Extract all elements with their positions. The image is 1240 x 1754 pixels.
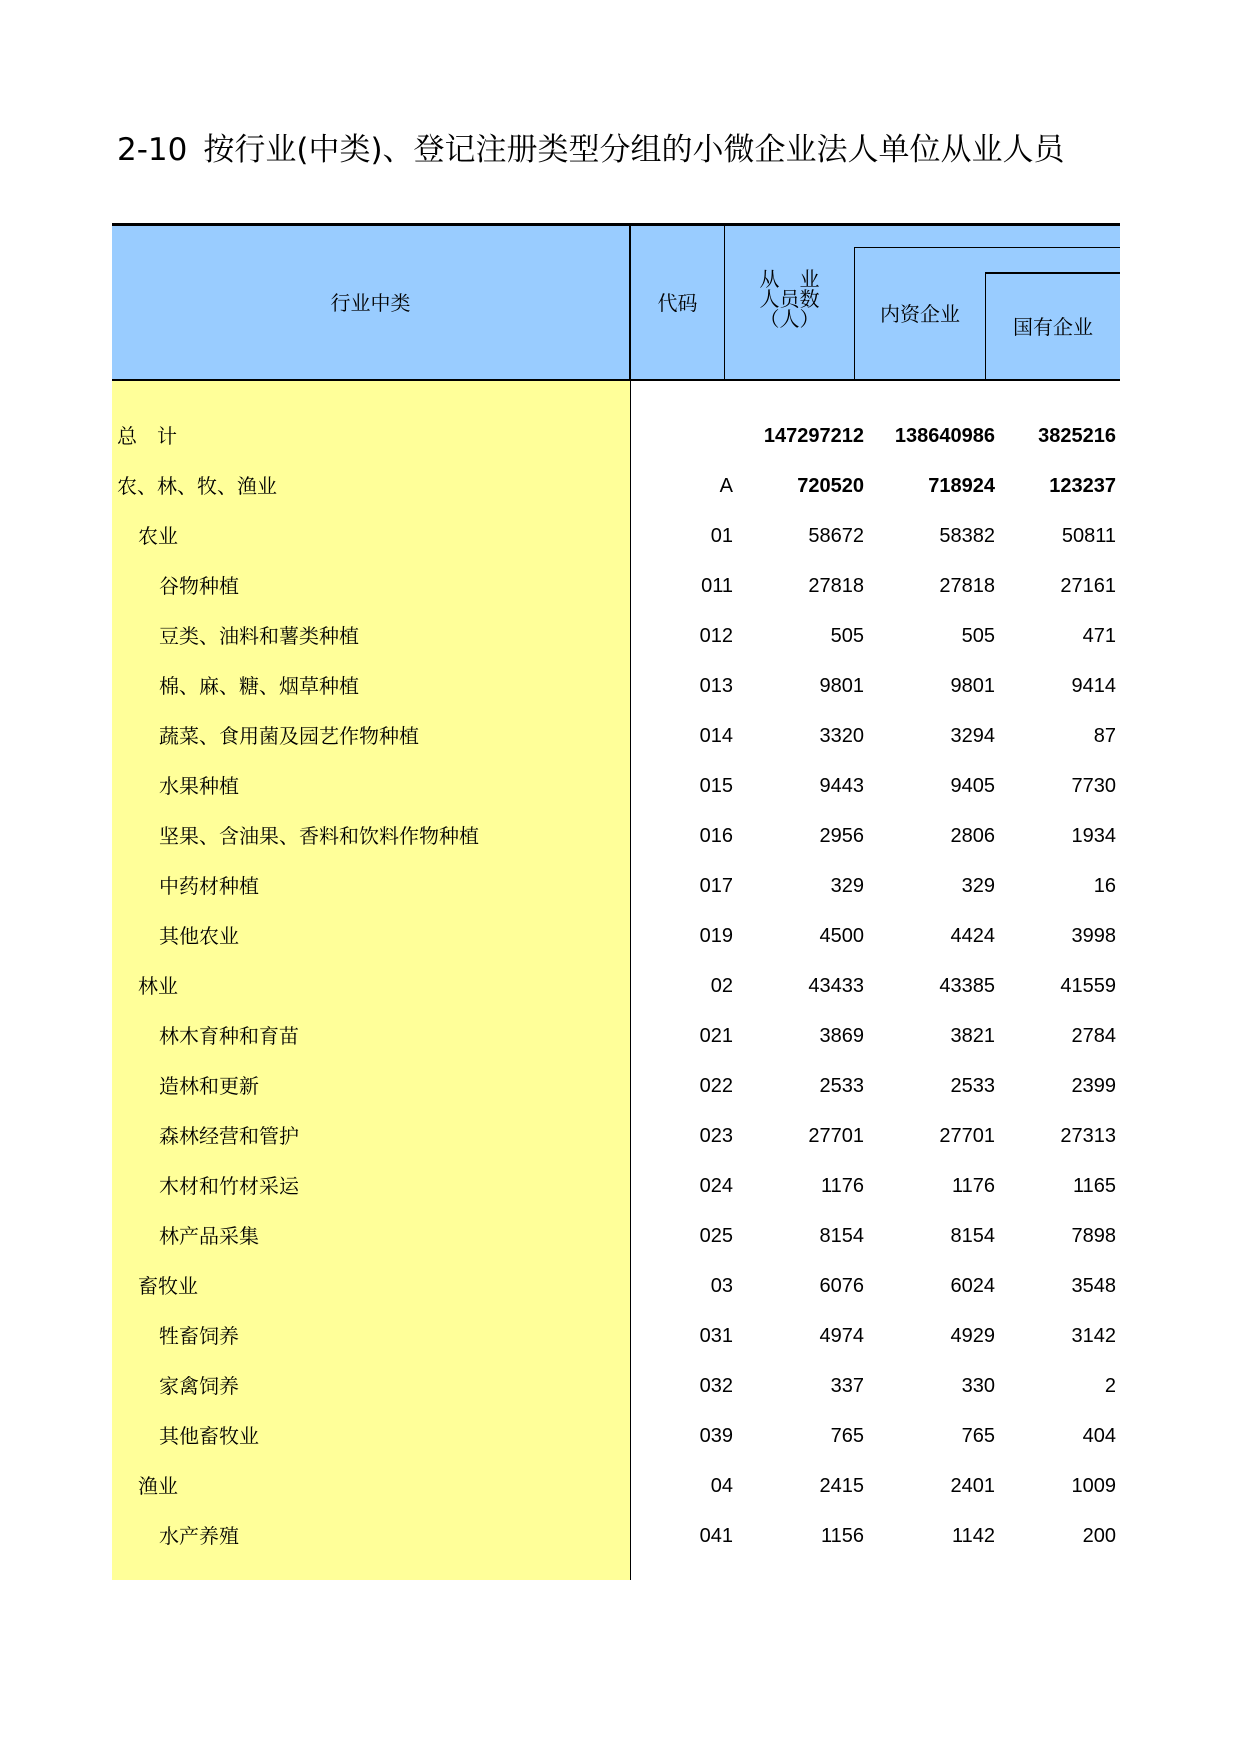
- code-cell: 011: [701, 575, 733, 597]
- employees-cell: 9443: [819, 775, 864, 797]
- domestic-cell: 765: [961, 1425, 995, 1447]
- code-cell: 041: [699, 1525, 733, 1547]
- code-cell: A: [719, 475, 733, 497]
- code-cell: 01: [710, 525, 733, 547]
- employees-cell: 720520: [797, 475, 864, 497]
- header-code: 代码: [657, 290, 698, 315]
- header-industry: 行业中类: [330, 290, 411, 315]
- domestic-cell: 58382: [939, 525, 995, 547]
- table-row: [112, 711, 1120, 761]
- table-row: [112, 1311, 1120, 1361]
- table-number: 2-10: [117, 132, 188, 168]
- industry-name-cell: 木材和竹材采运: [159, 1174, 299, 1198]
- employees-cell: 8154: [819, 1225, 864, 1247]
- industry-name-cell: 家禽饲养: [159, 1374, 239, 1398]
- industry-name-cell: 坚果、含油果、香料和饮料作物种植: [159, 824, 479, 848]
- industry-name-cell: 造林和更新: [159, 1074, 259, 1098]
- state-owned-cell: 3548: [1071, 1275, 1116, 1297]
- code-cell: 031: [699, 1325, 733, 1347]
- industry-name-cell: 森林经营和管护: [159, 1124, 299, 1148]
- table-row: [112, 561, 1120, 611]
- employees-cell: 505: [830, 625, 864, 647]
- industry-name-cell: 谷物种植: [159, 574, 239, 598]
- industry-name-cell: 棉、麻、糖、烟草种植: [159, 674, 359, 698]
- code-cell: 013: [699, 675, 733, 697]
- state-owned-cell: 87: [1093, 725, 1116, 747]
- state-owned-cell: 1009: [1071, 1475, 1116, 1497]
- code-cell: 039: [699, 1425, 733, 1447]
- state-owned-cell: 3998: [1071, 925, 1116, 947]
- table-title-text: 按行业(中类)、登记注册类型分组的小微企业法人单位从业人员: [203, 132, 1065, 168]
- table-row: [112, 461, 1120, 511]
- state-owned-cell: 2784: [1071, 1025, 1116, 1047]
- code-cell: 022: [699, 1075, 733, 1097]
- table-row: [112, 1111, 1120, 1161]
- industry-name-cell: 林业: [138, 974, 178, 998]
- employees-cell: 27701: [808, 1125, 864, 1147]
- table-row: [112, 1411, 1120, 1461]
- page-title: [117, 128, 1120, 172]
- domestic-cell: 9801: [950, 675, 995, 697]
- state-owned-cell: 404: [1082, 1425, 1116, 1447]
- code-cell: 024: [699, 1175, 733, 1197]
- table-row: [112, 611, 1120, 661]
- state-owned-cell: 1165: [1072, 1175, 1116, 1197]
- domestic-cell: 505: [961, 625, 995, 647]
- employees-cell: 2415: [819, 1475, 864, 1497]
- table-row: [112, 511, 1120, 561]
- code-cell: 012: [699, 625, 733, 647]
- employees-cell: 58672: [808, 525, 864, 547]
- code-cell: [636, 411, 733, 461]
- domestic-cell: 9405: [950, 775, 995, 797]
- code-cell: 04: [710, 1475, 733, 1497]
- state-owned-cell: 27313: [1060, 1125, 1116, 1147]
- table-row: [112, 811, 1120, 861]
- state-owned-cell: 1934: [1071, 825, 1116, 847]
- state-owned-cell: 2: [1104, 1375, 1116, 1397]
- domestic-cell: 27701: [939, 1125, 995, 1147]
- table-row: [112, 761, 1120, 811]
- code-cell: 015: [699, 775, 733, 797]
- employees-cell: 337: [830, 1375, 864, 1397]
- domestic-cell: 2806: [950, 825, 995, 847]
- code-cell: 025: [699, 1225, 733, 1247]
- code-cell: 021: [699, 1025, 733, 1047]
- code-cell: 014: [699, 725, 733, 747]
- industry-name-cell: 水产养殖: [159, 1524, 239, 1548]
- domestic-cell: 3294: [950, 725, 995, 747]
- table-row: [112, 1211, 1120, 1261]
- industry-name-cell: 牲畜饲养: [159, 1324, 239, 1348]
- table-row: [112, 1161, 1120, 1211]
- employees-cell: 147297212: [763, 425, 864, 447]
- employees-cell: 9801: [819, 675, 864, 697]
- industry-name-cell: 豆类、油料和薯类种植: [159, 624, 359, 648]
- employees-cell: 1156: [820, 1525, 864, 1547]
- industry-name-cell: 蔬菜、食用菌及园艺作物种植: [159, 724, 419, 748]
- data-table: [112, 223, 1120, 1580]
- header-employees: [725, 263, 854, 335]
- code-cell: 017: [699, 875, 733, 897]
- header-state-owned: 国有企业: [1013, 315, 1093, 339]
- code-cell: 02: [710, 975, 733, 997]
- employees-cell: 2956: [819, 825, 864, 847]
- state-owned-cell: 9414: [1071, 675, 1116, 697]
- industry-name-cell: 其他农业: [159, 924, 239, 948]
- table-row: [112, 1011, 1120, 1061]
- employees-cell: 329: [830, 875, 864, 897]
- industry-name-cell: 林产品采集: [159, 1224, 259, 1248]
- state-owned-cell: 16: [1093, 875, 1116, 897]
- table-row: [112, 411, 1120, 461]
- employees-cell: 2533: [819, 1075, 864, 1097]
- state-owned-cell: 7898: [1071, 1225, 1116, 1247]
- industry-name-cell: 中药材种植: [159, 874, 259, 898]
- industry-name-cell: 渔业: [138, 1474, 178, 1498]
- domestic-cell: 330: [961, 1375, 995, 1397]
- domestic-cell: 718924: [928, 475, 995, 497]
- domestic-cell: 6024: [950, 1275, 995, 1297]
- employees-cell: 4500: [819, 925, 864, 947]
- state-owned-cell: 2399: [1071, 1075, 1116, 1097]
- table-row: [112, 1361, 1120, 1411]
- state-owned-cell: 41559: [1060, 975, 1116, 997]
- code-cell: 016: [699, 825, 733, 847]
- industry-name-cell: 林木育种和育苗: [159, 1024, 299, 1048]
- domestic-cell: 27818: [939, 575, 995, 597]
- employees-cell: 6076: [819, 1275, 864, 1297]
- table-row: [112, 861, 1120, 911]
- table-row: [112, 1261, 1120, 1311]
- domestic-cell: 1142: [951, 1525, 995, 1547]
- industry-name-cell: 总 计: [117, 424, 177, 448]
- industry-name-cell: 农、林、牧、渔业: [117, 474, 277, 498]
- table-row: [112, 1461, 1120, 1511]
- header-employees-line2: 人员数: [759, 287, 820, 311]
- employees-cell: 4974: [819, 1325, 864, 1347]
- domestic-cell: 4929: [950, 1325, 995, 1347]
- code-cell: 03: [710, 1275, 733, 1297]
- table-row: [112, 961, 1120, 1011]
- state-owned-cell: 3825216: [1038, 425, 1116, 447]
- state-owned-cell: 123237: [1049, 475, 1116, 497]
- industry-name-cell: 畜牧业: [138, 1274, 198, 1298]
- employees-cell: 765: [830, 1425, 864, 1447]
- domestic-cell: 2533: [950, 1075, 995, 1097]
- code-cell: 019: [699, 925, 733, 947]
- employees-cell: 3320: [819, 725, 864, 747]
- domestic-cell: 329: [961, 875, 995, 897]
- industry-name-cell: 农业: [138, 524, 178, 548]
- domestic-cell: 138640986: [894, 425, 995, 447]
- table-row: [112, 911, 1120, 961]
- domestic-cell: 8154: [950, 1225, 995, 1247]
- header-domestic: 内资企业: [880, 302, 960, 326]
- state-owned-cell: 27161: [1060, 575, 1116, 597]
- employees-cell: 3869: [819, 1025, 864, 1047]
- state-owned-cell: 3142: [1071, 1325, 1116, 1347]
- header-employees-line3: （人）: [759, 307, 820, 331]
- state-owned-cell: 200: [1082, 1525, 1116, 1547]
- state-owned-cell: 471: [1082, 625, 1116, 647]
- code-cell: 023: [699, 1125, 733, 1147]
- table-row: [112, 1511, 1120, 1561]
- industry-name-cell: 水果种植: [159, 774, 239, 798]
- table-row: [112, 661, 1120, 711]
- domestic-cell: 43385: [939, 975, 995, 997]
- code-cell: 032: [699, 1375, 733, 1397]
- table-row: [112, 1061, 1120, 1111]
- industry-name-cell: 其他畜牧业: [159, 1424, 259, 1448]
- domestic-cell: 2401: [950, 1475, 995, 1497]
- domestic-cell: 1176: [951, 1175, 995, 1197]
- employees-cell: 27818: [808, 575, 864, 597]
- domestic-cell: 3821: [950, 1025, 995, 1047]
- header-employees-line1: 从 业: [759, 267, 820, 291]
- employees-cell: 43433: [808, 975, 864, 997]
- state-owned-cell: 7730: [1071, 775, 1116, 797]
- state-owned-cell: 50811: [1061, 525, 1116, 547]
- employees-cell: 1176: [820, 1175, 864, 1197]
- domestic-cell: 4424: [950, 925, 995, 947]
